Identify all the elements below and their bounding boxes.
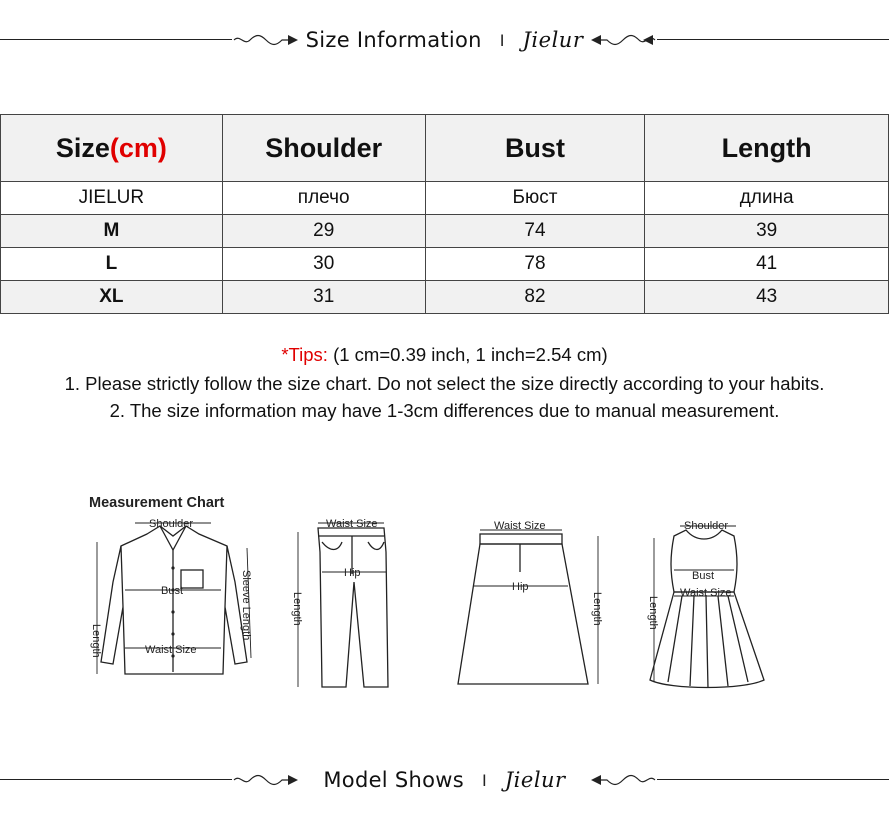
shoulder-header: Shoulder	[222, 115, 425, 182]
skirt-length-label: Length	[591, 592, 603, 626]
subheader-cell: плечо	[222, 182, 425, 215]
bust-cell: 82	[425, 281, 645, 314]
table-row	[1, 281, 889, 314]
skirt-waist-label: Waist Size	[494, 520, 546, 532]
subheader-cell: длина	[645, 182, 889, 215]
shirt-bust-label: Bust	[161, 585, 184, 597]
shirt-length-label: Length	[90, 624, 102, 658]
table-subheader-row	[1, 182, 889, 215]
bust-cell: 74	[425, 215, 645, 248]
bust-header: Bust	[425, 115, 645, 182]
pants-hip-label: Hip	[344, 567, 361, 579]
size-cell: L	[1, 248, 223, 281]
length-cell: 43	[645, 281, 889, 314]
divider-line-left	[0, 39, 232, 40]
ornament-arrow-right-icon	[232, 30, 302, 50]
subheader-cell: Бюст	[425, 182, 645, 215]
dress-diagram	[640, 512, 775, 692]
shirt-waist-label: Waist Size	[145, 644, 197, 656]
length-header: Length	[645, 115, 889, 182]
table-row	[1, 215, 889, 248]
dress-waist-label: Waist Size	[680, 587, 732, 599]
section-title: Model Shows	[323, 768, 465, 792]
brand-logo: Jielur	[522, 28, 584, 52]
dress-length-label: Length	[647, 596, 659, 630]
size-header-label: Size	[55, 132, 110, 163]
header-divider	[0, 25, 889, 55]
divider-line-right	[657, 39, 889, 40]
shirt-sleeve-label: Sleeve Length	[240, 570, 252, 641]
section-title: Size Information	[305, 28, 482, 52]
pants-waist-label: Waist Size	[326, 518, 378, 530]
shoulder-cell: 30	[222, 248, 425, 281]
brand-logo: Jielur	[504, 768, 566, 792]
tips-conversion	[0, 344, 889, 366]
size-unit: (cm)	[109, 132, 167, 163]
size-cell: M	[1, 215, 223, 248]
tips-label: *Tips:	[281, 344, 328, 365]
size-table	[0, 114, 889, 314]
shoulder-cell: 29	[222, 215, 425, 248]
subheader-cell: JIELUR	[1, 182, 223, 215]
pants-diagram	[288, 512, 393, 692]
header-center	[302, 25, 587, 55]
measurement-chart-title: Measurement Chart	[89, 495, 225, 511]
table-row	[1, 248, 889, 281]
shirt-shoulder-label: Shoulder	[149, 518, 194, 530]
pants-length-label: Length	[291, 592, 303, 626]
footer-divider	[0, 765, 889, 795]
length-cell: 41	[645, 248, 889, 281]
tips-line-2: 2. The size information may have 1-3cm differences due to manual measurement.	[109, 400, 780, 421]
size-header	[1, 115, 223, 182]
dress-bust-label: Bust	[692, 570, 715, 582]
title-separator: I	[482, 770, 487, 790]
shoulder-cell: 31	[222, 281, 425, 314]
ornament-arrow-left-icon	[587, 770, 657, 790]
title-separator: I	[499, 30, 505, 50]
ornament-arrow-left-icon	[587, 30, 657, 50]
tips-line-1: 1. Please strictly follow the size chart. Do not select the size directly according to your habits.	[64, 373, 825, 394]
dress-shoulder-label: Shoulder	[684, 520, 729, 532]
divider-line-right	[657, 779, 889, 780]
bust-cell: 78	[425, 248, 645, 281]
table-header-row	[1, 115, 889, 182]
shirt-diagram	[85, 512, 260, 682]
ornament-arrow-right-icon	[232, 770, 302, 790]
footer-center	[302, 765, 587, 795]
divider-line-left	[0, 779, 232, 780]
skirt-hip-label: Hip	[512, 581, 529, 593]
size-cell: XL	[1, 281, 223, 314]
length-cell: 39	[645, 215, 889, 248]
tips-conversion-text: (1 cm=0.39 inch, 1 inch=2.54 cm)	[327, 344, 608, 365]
skirt-diagram	[452, 512, 612, 692]
